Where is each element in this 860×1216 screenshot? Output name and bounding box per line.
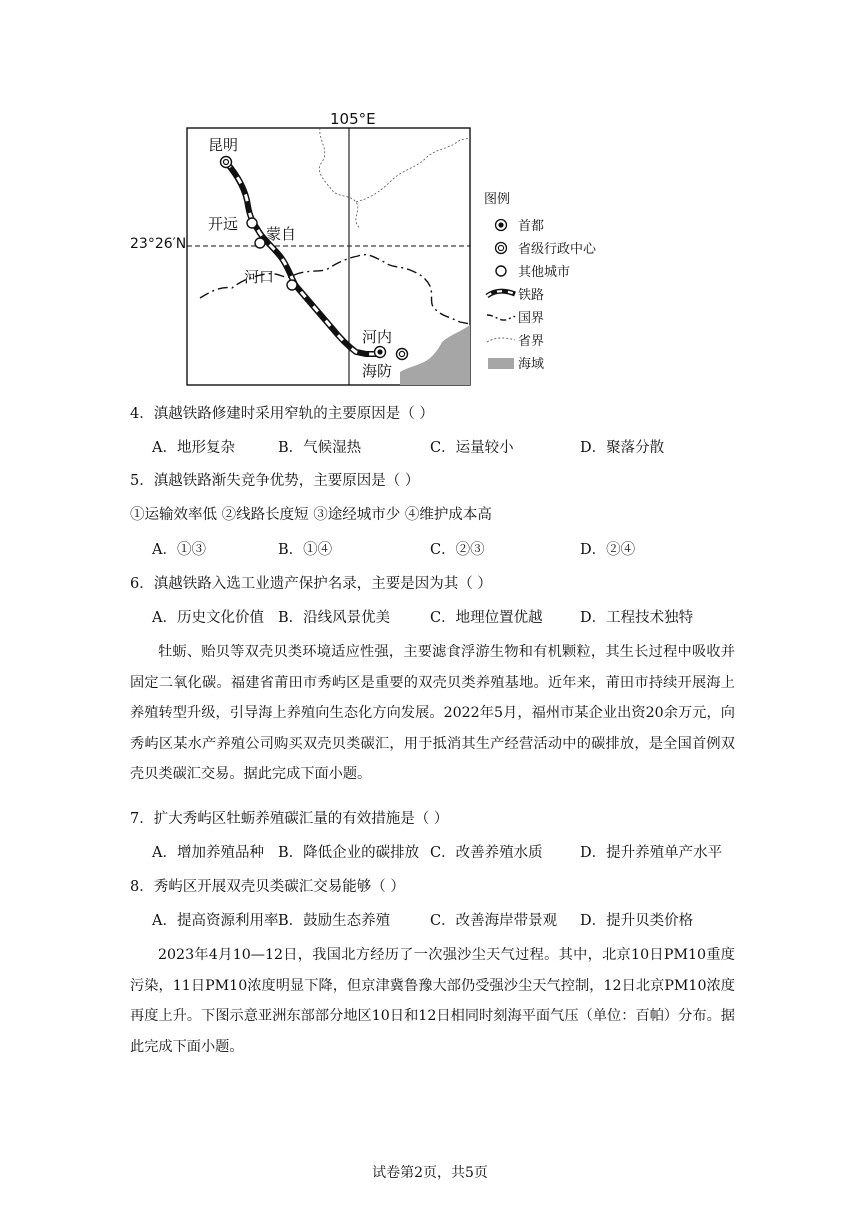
sea-icon (484, 356, 518, 370)
kunming-label: 昆明 (208, 136, 239, 154)
q5-option-c[interactable]: C．②③ (430, 542, 485, 558)
passage-bivalve-carbon-sink: 牡蛎、贻贝等双壳贝类环境适应性强，主要滤食浮游生物和有机颗粒，其生长过程中吸收并固定二氧化碳。福建省莆田市秀屿区是重要的双壳贝类养殖基地。近年来，莆田市持续开展海上养殖转型升级，引导海上养殖向生态化方向发展。2022年5月，福州市某企业出资20余万元，向秀屿区某水产养殖公司购买双壳贝类碳汇，用于抵消其生产经营活动中的碳排放，是全国首例双壳贝类碳汇交易。据此完成下面小题。 (130, 644, 735, 783)
q4-option-c[interactable]: C．运量较小 (430, 440, 514, 456)
q6-stem: 6．滇越铁路入选工业遗产保护名录，主要是因为其（ ） (130, 576, 492, 592)
legend-item-national-border: 国界 (484, 305, 614, 328)
legend-item-capital: 首都 (484, 213, 614, 236)
q6-option-c[interactable]: C．地理位置优越 (430, 610, 543, 626)
q4-option-b[interactable]: B．气候湿热 (278, 440, 362, 456)
legend-item-provincial-center: 省级行政中心 (484, 236, 614, 259)
capital-icon (484, 218, 518, 232)
other-city-icon (484, 264, 518, 278)
q7-stem: 7．扩大秀屿区牡蛎养殖碳汇量的有效措施是（ ） (130, 811, 449, 827)
legend-item-other-city: 其他城市 (484, 259, 614, 282)
q4-stem: 4．滇越铁路修建时采用窄轨的主要原因是（ ） (130, 406, 434, 422)
railway-icon (484, 288, 518, 300)
mengzi-marker (255, 238, 265, 248)
passage-sandstorm: 2023年4月10—12日，我国北方经历了一次强沙尘天气过程。其中，北京10日PM10重度污染，11日PM10浓度明显下降，但京津冀鲁豫大部仍受强沙尘天气控制，12日北京PM10浓度再度上升。下图示意亚洲东部部分地区10日和12日相同时刻海平面气压（单位：百帕）分布。据此完成下面小题。 (130, 947, 735, 1055)
q4-options (152, 438, 712, 458)
railway-line (226, 162, 380, 354)
q7-options (152, 843, 742, 863)
q8-option-a[interactable]: A．提高资源利用率 (152, 913, 279, 929)
kaiyuan-marker (247, 218, 257, 228)
q6-option-b[interactable]: B．沿线风景优美 (278, 610, 391, 626)
q8-stem: 8．秀屿区开展双壳贝类碳汇交易能够（ ） (130, 879, 405, 895)
legend-item-railway: 铁路 (484, 282, 614, 305)
q4-option-d[interactable]: D．聚落分散 (580, 440, 665, 456)
mengzi-label: 蒙自 (266, 225, 297, 243)
q5-options (152, 540, 712, 560)
q5-option-a[interactable]: A．①③ (152, 542, 206, 558)
legend-title: 图例 (484, 192, 511, 207)
provincial-border (319, 128, 360, 228)
q7-option-a[interactable]: A．增加养殖品种 (152, 845, 264, 861)
hanoi-label: 河内 (362, 328, 393, 346)
q5-stem: 5．滇越铁路渐失竞争优势，主要原因是（ ） (130, 473, 420, 489)
q5-option-d[interactable]: D．②④ (580, 542, 636, 558)
national-border (200, 255, 470, 324)
haiphong-label: 海防 (362, 362, 393, 380)
meridian-label: 105°E (330, 110, 376, 128)
q8-option-b[interactable]: B．鼓励生态养殖 (278, 913, 391, 929)
map-legend (484, 188, 614, 374)
q7-option-b[interactable]: B．降低企业的碳排放 (278, 845, 420, 861)
q6-option-a[interactable]: A．历史文化价值 (152, 610, 264, 626)
provincial-center-icon (484, 241, 518, 255)
q8-options (152, 911, 732, 931)
q7-option-c[interactable]: C．改善养殖水质 (430, 845, 543, 861)
railway-line-pattern (226, 162, 380, 354)
kunming-marker (221, 157, 232, 168)
provincial-border-icon (484, 334, 518, 346)
parallel-label: 23°26′N (130, 236, 187, 252)
q6-options (152, 608, 732, 628)
hekou-label: 河口 (244, 268, 275, 286)
q8-option-c[interactable]: C．改善海岸带景观 (430, 913, 558, 929)
q8-option-d[interactable]: D．提升贝类价格 (580, 913, 694, 929)
q5-option-b[interactable]: B．①④ (278, 542, 333, 558)
haiphong-marker (397, 349, 408, 360)
sea-area (400, 325, 470, 385)
q5-statements: ①运输效率低 ②线路长度短 ③途经城市少 ④维护成本高 (130, 507, 492, 523)
hekou-marker (287, 280, 297, 290)
page-footer: 试卷第2页，共5页 (372, 1165, 488, 1181)
legend-item-provincial-border: 省界 (484, 328, 614, 351)
legend-item-sea: 海域 (484, 351, 614, 374)
q6-option-d[interactable]: D．工程技术独特 (580, 610, 694, 626)
q7-option-d[interactable]: D．提升养殖单产水平 (580, 845, 723, 861)
provincial-border (356, 138, 470, 202)
kaiyuan-label: 开远 (208, 215, 239, 233)
q4-option-a[interactable]: A．地形复杂 (152, 440, 235, 456)
national-border-icon (484, 311, 518, 323)
